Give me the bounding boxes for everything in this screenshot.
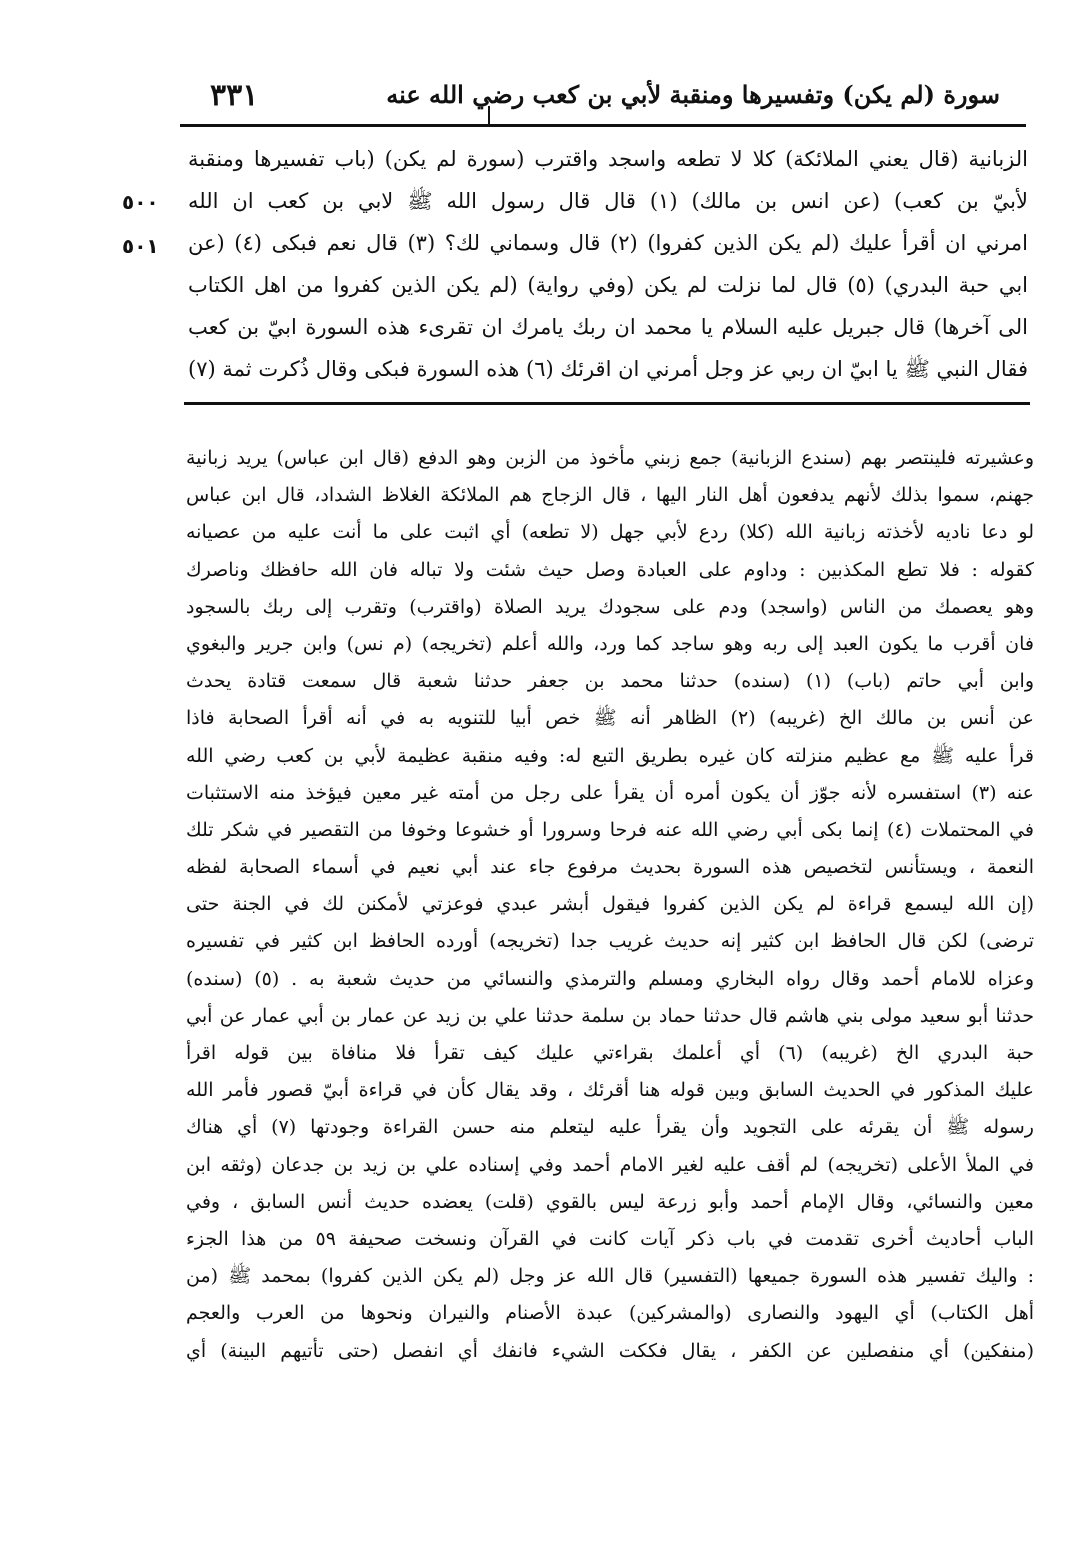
commentary-line: قرأ عليه ﷺ مع عظيم منزلته كان غيره بطريق التبع له: وفيه منقبة عظيمة لأبي بن كعب رضي الله [186, 744, 1034, 767]
page-header [180, 78, 1020, 122]
commentary-line: حبة البدري الخ (غريبه) (٦) أي أعلمك بقراءتي عليك كيف تقرأ فلا منافاة بين قوله اقرأ [186, 1042, 1034, 1064]
commentary-line: وابن أبي حاتم (باب) (١) (سنده) حدثنا محمد بن جعفر حدثنا شعبة قال سمعت قتادة يحدث [186, 670, 1034, 693]
commentary-line: عليك المذكور في الحديث السابق وبين قوله هنا أقرئك ، وقد يقال كأن في قراءة أبيّ قصور فأمر الله [186, 1079, 1034, 1102]
commentary-line: الباب أحاديث أخرى تقدمت في باب ذكر آيات كانت في القرآن ونسخت صحيفة ٥٩ من هذا الجزء [186, 1227, 1034, 1250]
hadith-number: ٥٠٠ [122, 190, 159, 214]
commentary-line: وهو يعصمك من الناس (واسجد) ودم على سجودك يريد الصلاة (واقترب) وتقرب إلى ربك بالسجود [186, 595, 1034, 618]
commentary-line: حدثنا أبو سعيد مولى بني هاشم قال حدثنا حماد بن سلمة حدثنا علي بن زيد عن عمار بن أبي عمار عن أبي [186, 1004, 1034, 1027]
commentary-line: عن أنس بن مالك الخ (غريبه) (٢) الظاهر أنه ﷺ خص أبيا للتنويه به في أنه أقرأ الصحابة فاذا [186, 707, 1034, 730]
hadith-text [188, 138, 1028, 390]
hadith-line: فقال النبي ﷺ يا ابيّ ان ربي عز وجل أمرني ان اقرئك (٦) هذه السورة فبكى وقال ذُكرت ثمة (٧) [188, 357, 1028, 381]
commentary-line: في المحتملات (٤) إنما بكى أبي رضي الله عنه فرحا وسرورا أو خشوعا وخوفا من التقصير في شكر تلك [186, 818, 1034, 841]
header-rule-notch [488, 106, 490, 126]
commentary-line: رسوله ﷺ أن يقرئه على التجويد وأن يقرأ عليه ليتعلم منه حسن القراءة وجودتها (٧) أي هناك [186, 1116, 1034, 1139]
commentary-line: وعزاه للامام أحمد وقال رواه البخاري ومسلم والترمذي والنسائي من حديث شعبة به . (٥) (سنده) [186, 967, 1034, 990]
commentary-line: معين والنسائي، وقال الإمام أحمد وأبو زرعة ليس بالقوي (قلت) يعضده حديث أنس السابق ، وفي [186, 1190, 1034, 1213]
commentary-line: (منفكين) أي منفصلين عن الكفر ، يقال فككت الشيء فانفك أي انفصل (حتى تأتيهم البينة) أي [186, 1339, 1034, 1362]
commentary-line: لو دعا ناديه لأخذته زبانية الله (كلا) ردع لأبي جهل (لا تطعه) أي اثبت على ما أنت عليه من عصيانه [186, 521, 1034, 544]
commentary-line: النعمة ، ويستأنس لتخصيص هذه السورة بحديث مرفوع جاء عند أبي نعيم في أسماء الصحابة لفظه [186, 856, 1034, 879]
hadith-line: ابي حبة البدري) (٥) قال لما نزلت لم يكن (وفي رواية) (لم يكن الذين كفروا من اهل الكتاب [188, 273, 1028, 297]
commentary-line: أهل الكتاب) أي اليهود والنصارى (والمشركين) عبدة الأصنام والنيران ونحوها من العرب والعجم [186, 1302, 1034, 1325]
hadith-line: لأبيّ بن كعب) (عن انس بن مالك) (١) قال قال رسول الله ﷺ لابي بن كعب ان الله [188, 189, 1028, 213]
hadith-line: امرني ان أقرأ عليك (لم يكن الذين كفروا) (٢) قال وسماني لك؟ (٣) قال نعم فبكى (٤) (عن [188, 231, 1028, 255]
commentary-text [186, 440, 1034, 1370]
commentary-line: كقوله : فلا تطع المكذبين : وداوم على العبادة وصل حيث شئت ولا تباله فان الله حافظك وناصرك [186, 558, 1034, 581]
commentary-line: ترضى) لكن قال الحافظ ابن كثير إنه حديث غريب جدا (تخريجه) أورده الحافظ ابن كثير في تفسيره [186, 930, 1034, 953]
commentary-line: جهنم، سموا بذلك لأنهم يدفعون أهل النار اليها ، قال الزجاج هم الملائكة الغلاظ الشداد، قال ابن عباس [186, 484, 1034, 507]
commentary-line: : واليك تفسير هذه السورة جميعها (التفسير) قال الله عز وجل (لم يكن الذين كفروا) بمحمد ﷺ (من [186, 1265, 1034, 1288]
hadith-line: الزبانية (قال يعني الملائكة) كلا لا تطعه واسجد واقترب (سورة لم يكن) (باب تفسيرها ومنقبة [188, 147, 1028, 171]
commentary-line: فان أقرب ما يكون العبد إلى ربه وهو ساجد كما ورد، والله أعلم (تخريجه) (م نس) وابن جرير والبغوي [186, 632, 1034, 655]
running-title: سورة (لم يكن) وتفسيرها ومنقبة لأبي بن كعب رضي الله عنه [386, 80, 1000, 109]
commentary-line: (إن الله ليسمع قراءة لم يكن الذين كفروا فيقول أبشر عبدي فوعزتي لأمكنن لك في الجنة حتى [186, 893, 1034, 916]
hadith-number: ٥٠١ [122, 234, 159, 258]
page-number: ٣٣١ [210, 78, 259, 113]
commentary-line: وعشيرته فلينتصر بهم (سندع الزبانية) جمع زبني مأخوذ من الزبن وهو الدفع (قال ابن عباس) يريد زبانية [186, 447, 1034, 469]
commentary-line: عنه (٣) استفسره لأنه جوّز أن يكون أمره أن يقرأ على رجل من أمته غير معين فيؤخذ منه الاستثبات [186, 781, 1034, 804]
header-rule [180, 124, 1026, 127]
hadith-line: الى آخرها) قال جبريل عليه السلام يا محمد ان ربك يامرك ان تقرىء هذه السورة ابيّ بن كعب [188, 315, 1028, 339]
commentary-line: في الملأ الأعلى (تخريجه) لم أقف عليه لغير الامام أحمد وفي إسناده علي بن زيد بن جدعان (وثقه ابن [186, 1153, 1034, 1176]
section-divider [184, 402, 1030, 405]
